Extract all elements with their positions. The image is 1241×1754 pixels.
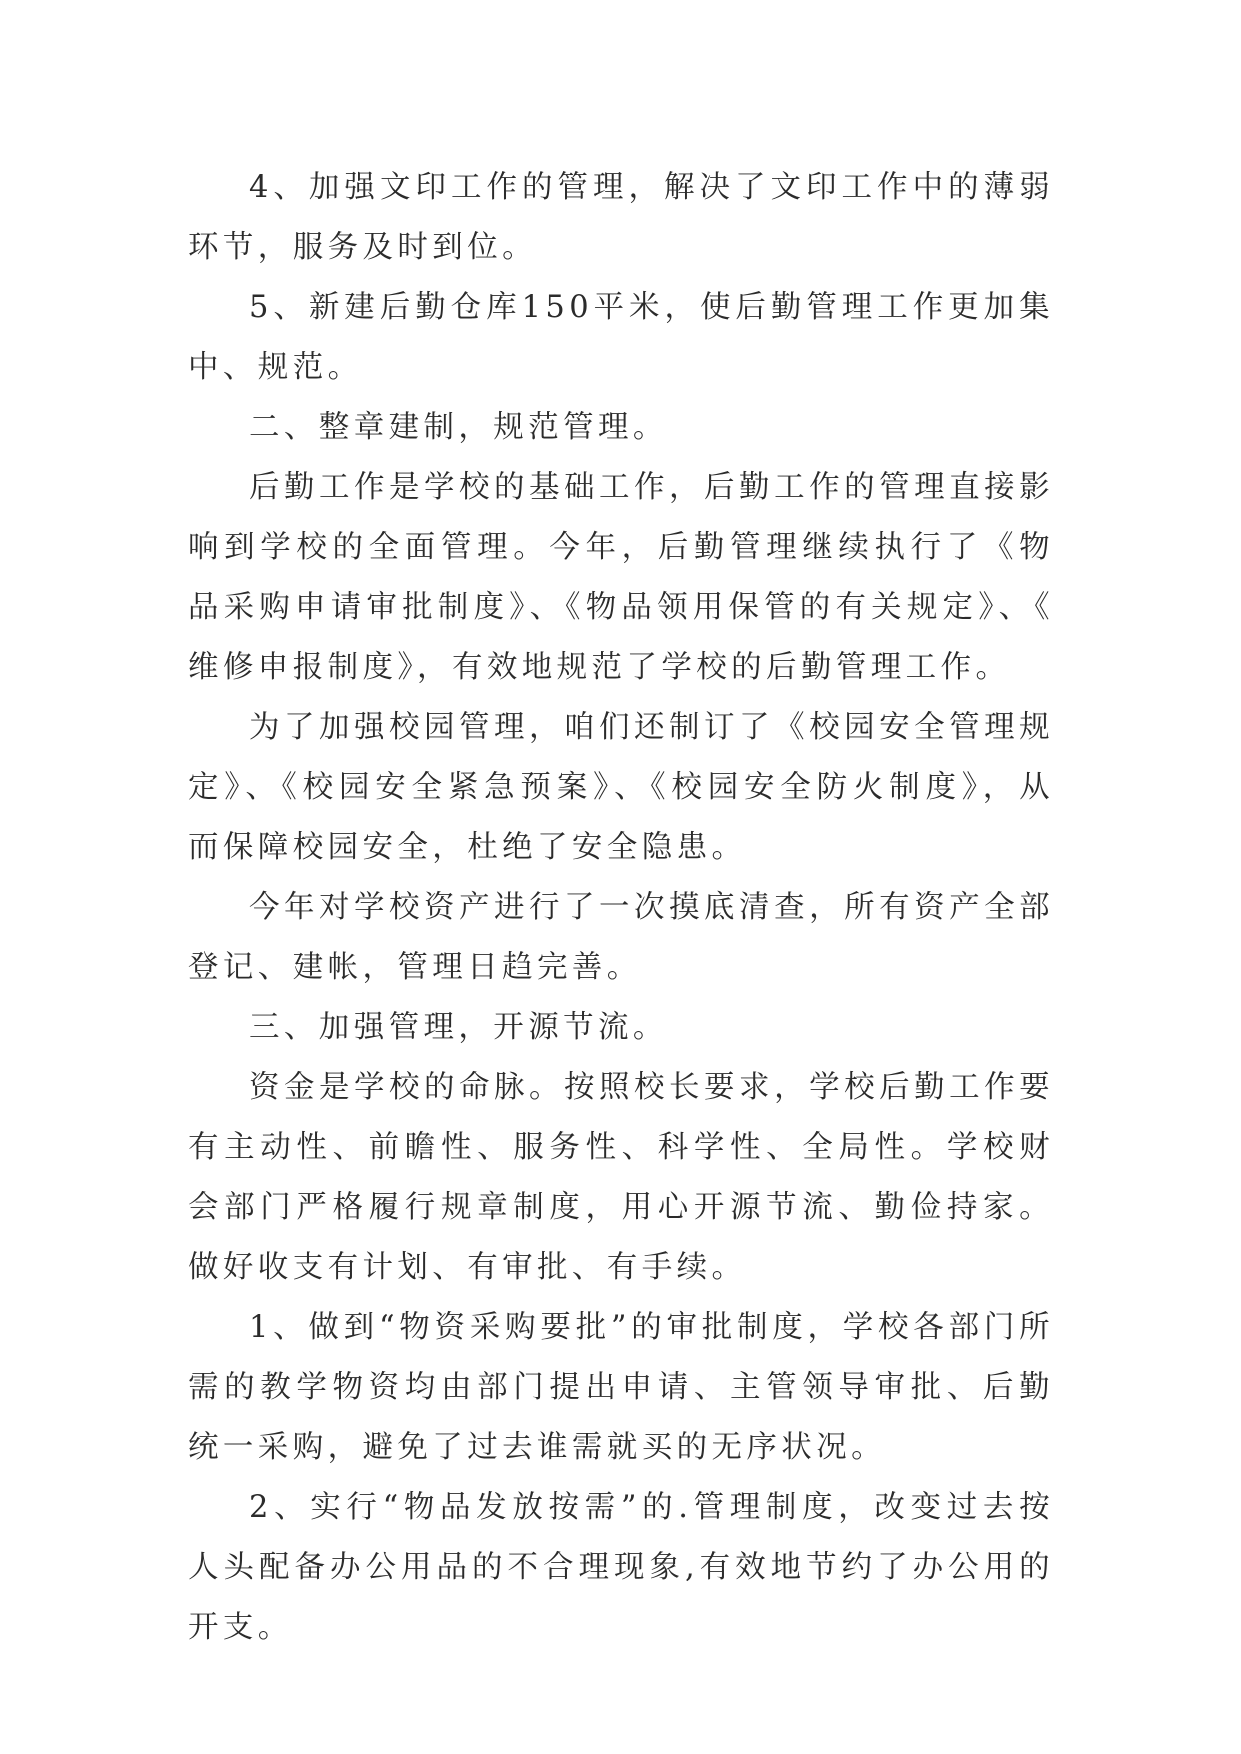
section-heading-2: 二、整章建制，规范管理。 bbox=[249, 410, 668, 445]
section-heading-3: 三、加强管理，开源节流。 bbox=[249, 1010, 668, 1045]
paragraph-6: 资金是学校的命脉。按照校长要求，学校后勤工作要有主动性、前瞻性、服务性、科学性、全局性。学校财会部门严格履行规章制度，用心开源节流、勤俭持家。做好收支有计划、有审批、有手续。 bbox=[188, 1070, 1054, 1285]
paragraph-4: 为了加强校园管理，咱们还制订了《校园安全管理规定》、《校园安全紧急预案》、《校园安全防火制度》，从而保障校园安全，杜绝了安全隐患。 bbox=[188, 710, 1054, 865]
paragraph-7: 1、做到“物资采购要批”的审批制度，学校各部门所需的教学物资均由部门提出申请、主管领导审批、后勤统一采购，避免了过去谁需就买的无序状况。 bbox=[188, 1310, 1054, 1465]
document-body bbox=[188, 158, 1054, 1658]
paragraph-1: 4、加强文印工作的管理，解决了文印工作中的薄弱环节，服务及时到位。 bbox=[188, 170, 1054, 265]
paragraph-8: 2、实行“物品发放按需”的.管理制度，改变过去按人头配备办公用品的不合理现象,有效地节约了办公用的开支。 bbox=[188, 1490, 1054, 1645]
paragraph-3: 后勤工作是学校的基础工作，后勤工作的管理直接影响到学校的全面管理。今年，后勤管理继续执行了《物品采购申请审批制度》、《物品领用保管的有关规定》、《维修申报制度》，有效地规范了学校的后勤管理工作。 bbox=[188, 470, 1054, 685]
paragraph-5: 今年对学校资产进行了一次摸底清查，所有资产全部登记、建帐，管理日趋完善。 bbox=[188, 890, 1054, 985]
paragraph-2: 5、新建后勤仓库150平米，使后勤管理工作更加集中、规范。 bbox=[188, 290, 1054, 385]
